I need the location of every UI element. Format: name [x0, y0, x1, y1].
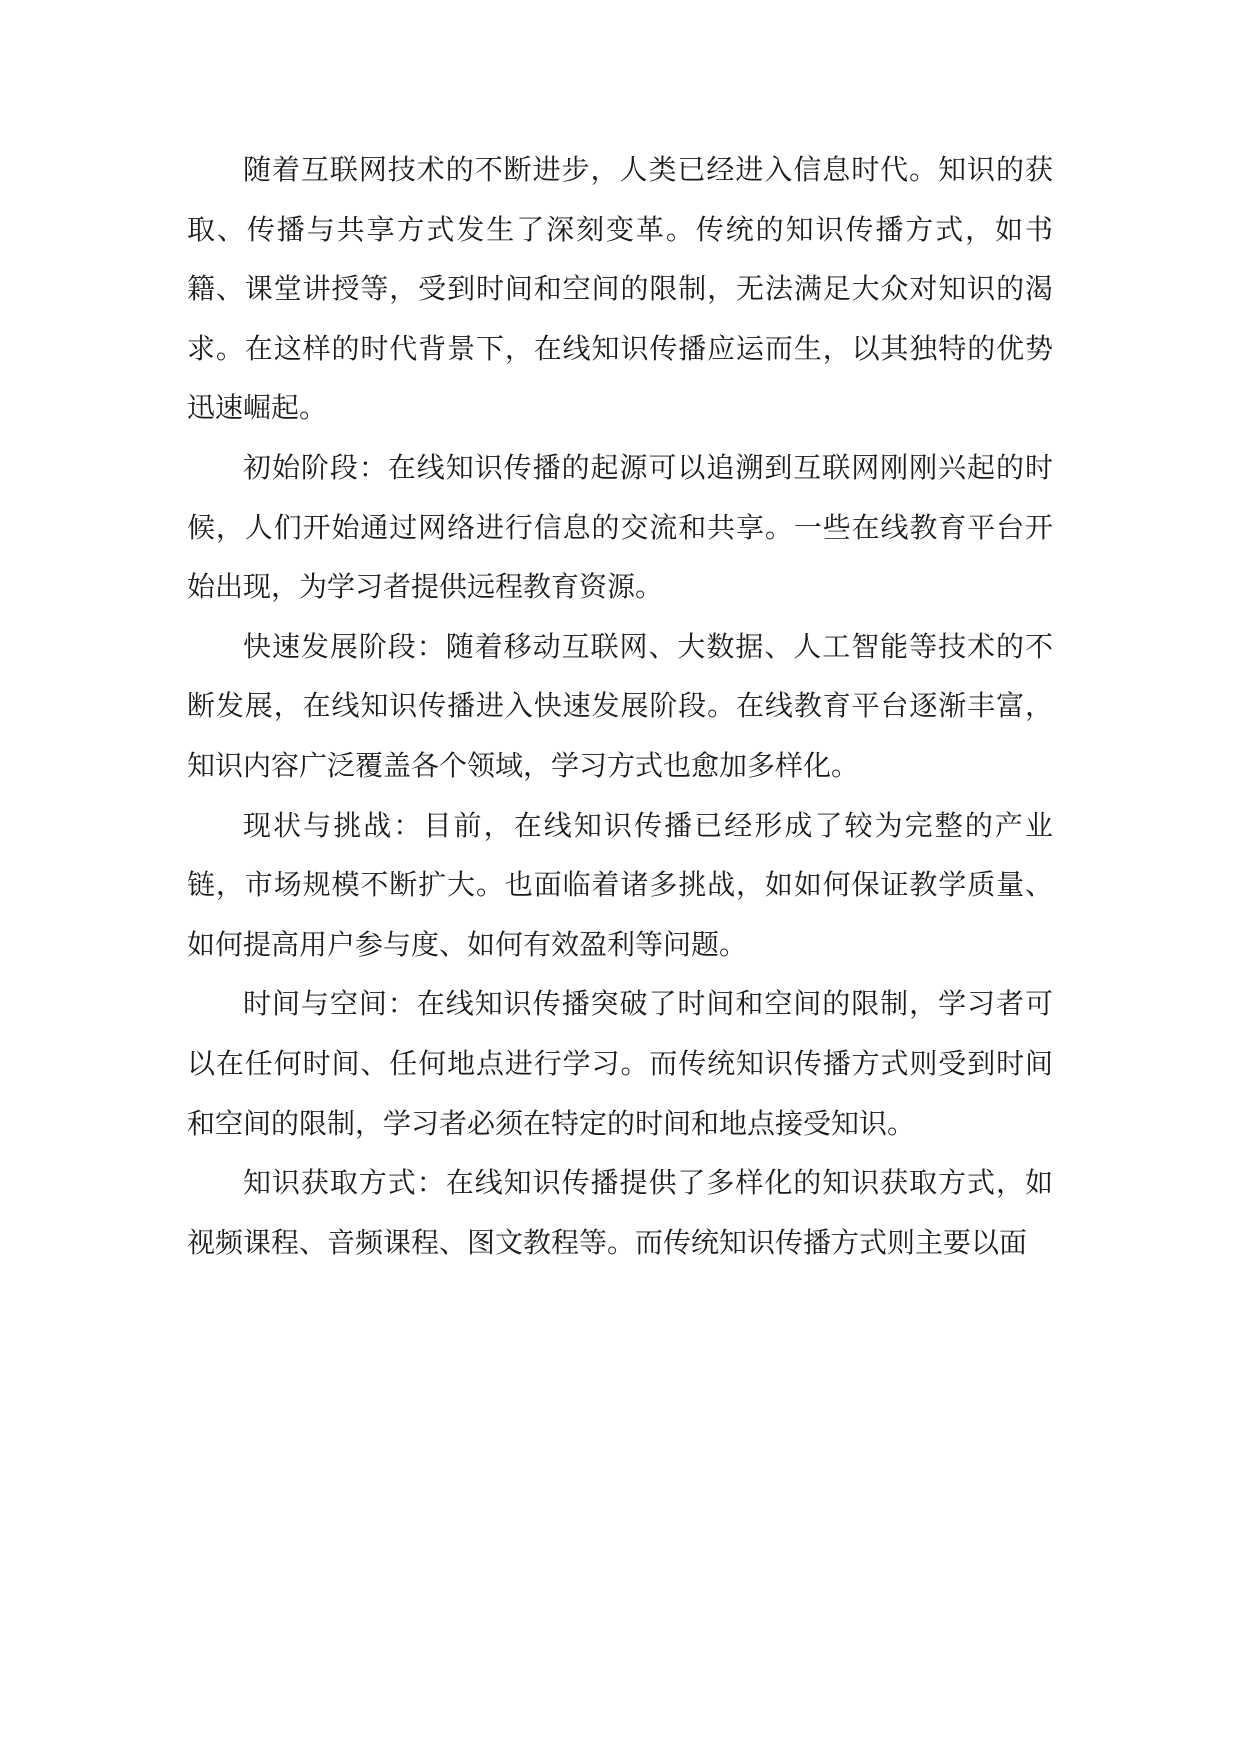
document-body [187, 140, 1053, 1272]
paragraph-rapid-development: 快速发展阶段：随着移动互联网、大数据、人工智能等技术的不断发展，在线知识传播进入快速发展阶段。在线教育平台逐渐丰富，知识内容广泛覆盖各个领域，学习方式也愈加多样化。 [187, 629, 1053, 782]
paragraph-knowledge-acquisition: 知识获取方式：在线知识传播提供了多样化的知识获取方式，如视频课程、音频课程、图文教程等。而传统知识传播方式则主要以面 [187, 1166, 1053, 1259]
paragraph-status-challenges: 现状与挑战：目前，在线知识传播已经形成了较为完整的产业链，市场规模不断扩大。也面临着诸多挑战，如如何保证教学质量、如何提高用户参与度、如何有效盈利等问题。 [187, 808, 1053, 961]
paragraph-time-space: 时间与空间：在线知识传播突破了时间和空间的限制，学习者可以在任何时间、任何地点进行学习。而传统知识传播方式则受到时间和空间的限制，学习者必须在特定的时间和地点接受知识。 [187, 987, 1053, 1140]
paragraph-initial-stage: 初始阶段：在线知识传播的起源可以追溯到互联网刚刚兴起的时候，人们开始通过网络进行信息的交流和共享。一些在线教育平台开始出现，为学习者提供远程教育资源。 [187, 450, 1053, 604]
paragraph-intro: 随着互联网技术的不断进步，人类已经进入信息时代。知识的获取、传播与共享方式发生了深刻变革。传统的知识传播方式，如书籍、课堂讲授等，受到时间和空间的限制，无法满足大众对知识的渴求。在这样的时代背景下，在线知识传播应运而生，以其独特的优势迅速崛起。 [187, 153, 1053, 425]
